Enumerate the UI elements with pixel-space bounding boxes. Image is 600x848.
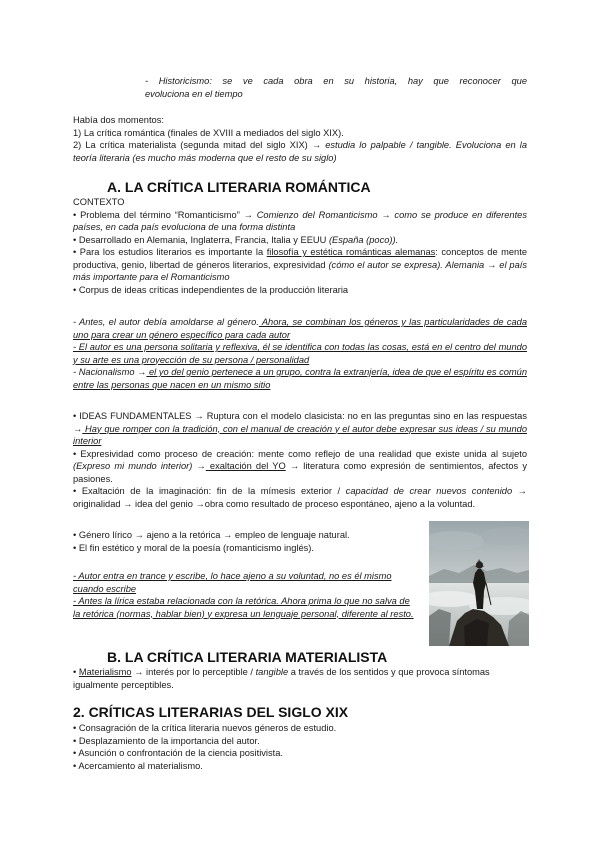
section-b-body [73, 666, 527, 691]
idea-3-rest: → originalidad → idea del genio →obra como resultado de proceso espontáneo, ajeno a la voluntad. [73, 486, 527, 509]
contexto-label: CONTEXTO [73, 197, 125, 207]
section-2-title: 2. CRÍTICAS LITERARIAS DEL SIGLO XIX [73, 704, 349, 720]
materialismo-item [73, 666, 527, 691]
idea-4: • Género lírico → ajeno a la retórica → empleo de lenguaje natural. [73, 530, 350, 540]
contexto-item-3-italic: (cómo el autor se expresa). Alemania → el país más importante para el Romanticismo [73, 259, 527, 282]
idea-3 [73, 485, 527, 510]
list-item: • Desplazamiento de la importancia del autor. [73, 735, 260, 746]
section-a-notes-2 [73, 570, 418, 620]
historicismo-note [145, 75, 527, 100]
note-1-italic: - Antes, el autor debía amoldarse al género. [73, 317, 259, 327]
note-1 [73, 316, 527, 341]
contexto-item-2 [73, 234, 527, 247]
section-2-list [73, 722, 527, 772]
idea-2-text: • Expresividad como proceso de creación: mente como reflejo de una realidad que existe unida al sujeto [73, 448, 527, 459]
idea-3-text: • Exaltación de la imaginación: fin de la mímesis exterior / [73, 486, 341, 496]
note-4: - Autor entra en trance y escribe, lo hace ajeno a su voluntad, no es él mismo cuando escribe [73, 571, 392, 594]
list-item: • Asunción o confrontación de la ciencia positivista. [73, 748, 283, 758]
momentos-item-1: 1) La crítica romántica (finales de XVIII a mediados del siglo XIX). [73, 127, 344, 138]
contexto-item-1-italic: Comienzo del Romanticismo → como se produce en diferentes países, en cada país evoluciona de una forma distinta [73, 209, 527, 232]
historicismo-line2: evoluciona en el tiempo [145, 88, 243, 99]
idea-1-text: • IDEAS FUNDAMENTALES → Ruptura con el modelo clasicista: no en las preguntas sino en las respuestas → [73, 411, 527, 434]
wanderer-painting-image [429, 521, 529, 646]
materialismo-underline: Materialismo [78, 667, 132, 677]
section-a-context [73, 196, 527, 296]
section-a-title: A. LA CRÍTICA LITERARIA ROMÁNTICA [107, 179, 371, 195]
contexto-item-3-underline: filosofía y estética románticas alemanas [266, 247, 436, 257]
contexto-item-1 [73, 209, 527, 234]
list-item: • Consagración de la crítica literaria nuevos géneros de estudio. [73, 723, 337, 733]
contexto-item-3-text: • Para los estudios literarios es importante la [73, 247, 264, 257]
materialismo-text: → interés por lo perceptible / [131, 667, 253, 677]
note-3-underline: el yo del genio pertenece a un grupo, contra la extranjería, idea de que el espíritu es común entre las personas que nacen en un mismo sitio [73, 367, 527, 390]
section-a-notes-1 [73, 316, 527, 391]
idea-3-italic: capacidad de crear nuevos contenido [340, 486, 513, 496]
contexto-item-3-rest: : conceptos de mente productiva, genio, libertad de géneros literarios, expresividad [73, 247, 527, 270]
note-1-underline: Ahora, se combinan los géneros y las particularidades de cada uno para crear un género específico para cada autor [73, 317, 527, 340]
idea-2-rest: → literatura como expresión de sentimientos, afectos y pasiones. [73, 461, 527, 484]
contexto-item-2-italic: (España (poco)). [326, 234, 399, 245]
contexto-item-3 [73, 246, 527, 284]
materialismo-rest: a través de los sentidos y que provoca síntomas igualmente perceptibles. [73, 667, 490, 690]
materialismo-bullet: • [73, 667, 79, 677]
section-a-ideas-2 [73, 529, 423, 554]
idea-1 [73, 410, 527, 448]
contexto-item-2-text: • Desarrollado en Alemania, Inglaterra, Francia, Italia y EEUU [73, 234, 327, 245]
idea-2-underline: exaltación del YO [205, 461, 286, 471]
idea-1-underline: Hay que romper con la tradición, con el manual de creación y el autor debe expresar sus ideas / su mundo interior [73, 423, 527, 446]
idea-2-arrow: → [192, 461, 206, 471]
note-3-italic: - Nacionalismo → [73, 367, 147, 377]
momentos-item-2-italic: estudia lo palpable / tangible. Evoluciona en la teoría literaria (es mucho más moderna que el resto de su siglo) [73, 140, 528, 163]
idea-5: • El fin estético y moral de la poesía (romanticismo inglés). [73, 542, 314, 553]
momentos-intro: Había dos momentos: [73, 115, 164, 125]
note-3 [73, 366, 527, 391]
idea-2 [73, 448, 527, 486]
note-2: - El autor es una persona solitaria y reflexiva, él se identifica con todas las cosas, está en el centro del mundo y su arte es una proyección de su persona / personalidad [73, 342, 527, 365]
list-item: • Acercamiento al materialismo. [73, 760, 203, 771]
materialismo-italic: tangible [252, 667, 289, 677]
wanderer-painting-svg [429, 521, 529, 646]
contexto-item-1-text: • Problema del término “Romanticismo” → [73, 209, 253, 220]
note-5: - Antes la lírica estaba relacionada con la retórica. Ahora prima lo que no salva de la retórica (normas, hablar bien) y expresa un lenguaje personal, diferente al resto. [73, 596, 414, 619]
momentos-item-2-text: 2) La crítica materialista (segunda mitad del siglo XIX) → [73, 140, 322, 150]
historicismo-line1: - Historicismo: se ve cada obra en su historia, hay que reconocer que [145, 76, 527, 86]
idea-2-italic: (Expreso mi mundo interior) [73, 461, 193, 471]
section-a-ideas [73, 410, 527, 510]
contexto-item-4: • Corpus de ideas críticas independientes de la producción literaria [73, 284, 349, 295]
momentos-item-2 [73, 139, 527, 164]
section-b-title: B. LA CRÍTICA LITERARIA MATERIALISTA [107, 649, 388, 665]
momentos-block [73, 114, 527, 164]
